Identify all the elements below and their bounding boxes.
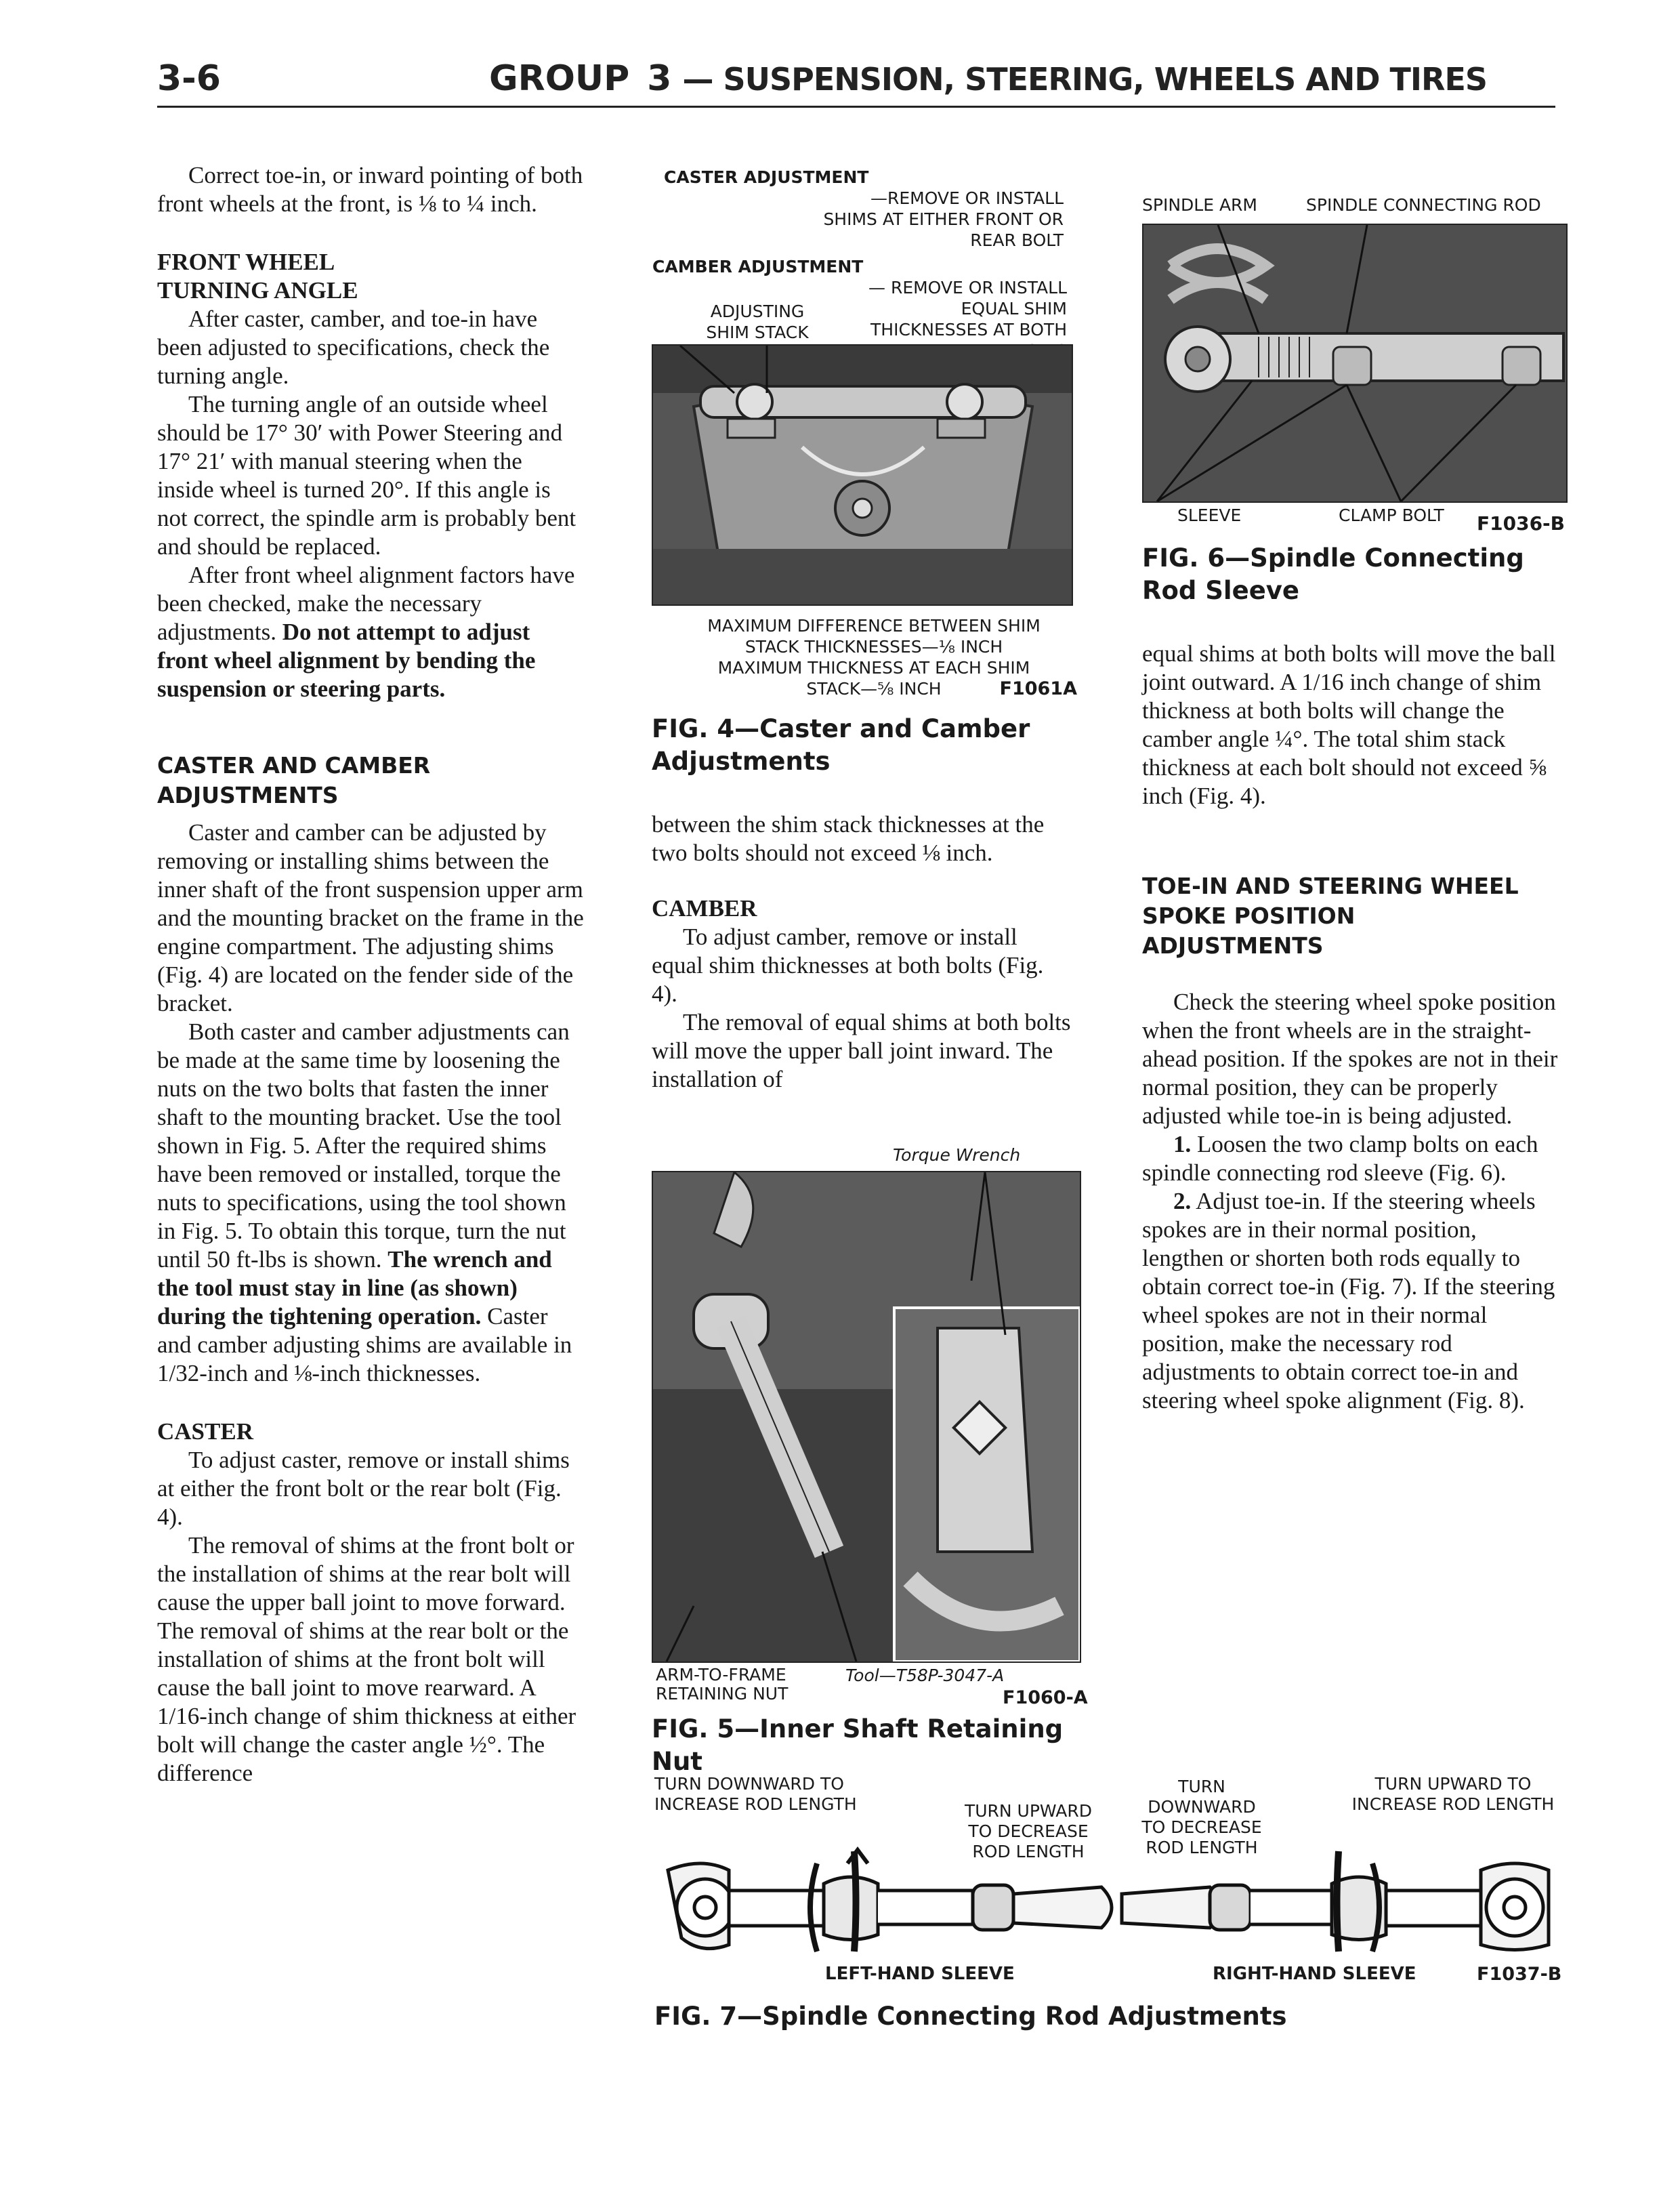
- caster-paragraph-1: To adjust caster, remove or install shims at either the front bolt or the rear bolt (Fig. 4).: [157, 1447, 570, 1530]
- fig7-right-upward-label: TURN UPWARD TO INCREASE ROD LENGTH: [1351, 1774, 1555, 1814]
- header-title: — SUSPENSION, STEERING, WHEELS AND TIRES: [682, 61, 1488, 98]
- fig4-caster-text: —REMOVE OR INSTALL SHIMS AT EITHER FRONT OR REAR BOLT: [823, 188, 1064, 250]
- fig6-spindle-rod-label: SPINDLE CONNECTING ROD: [1306, 195, 1541, 215]
- turning-angle-paragraph-2: The turning angle of an outside wheel should be 17° 30′ with Power Steering and 17° 21′ with manual steering when the inside wheel is turned 20°. If this angle is not correct, the spindle arm is probably bent and should be replaced.: [157, 391, 576, 560]
- fig6-sleeve-label: SLEEVE: [1177, 505, 1242, 525]
- camber-paragraph-2: The removal of equal shims at both bolts will move the upper ball joint inward. The installation of: [652, 1009, 1071, 1092]
- front-wheel-heading-line-1: FRONT WHEEL: [157, 249, 335, 275]
- fig6-photo: [1142, 224, 1568, 503]
- fig4-camber-label: CAMBER ADJUSTMENT: [652, 257, 864, 276]
- page-header: [489, 58, 1487, 99]
- fig7-code: F1037-B: [1477, 1964, 1562, 1985]
- fig5-photo: [652, 1171, 1081, 1663]
- fig5-torque-label: Torque Wrench: [893, 1145, 1021, 1165]
- fig4-illustration: [653, 346, 1072, 604]
- step-2-text: Adjust toe-in. If the steering wheels spokes are in their normal position, lengthen or shorten both rods equally to obtain correct toe-in (Fig. 7). If the steering wheel spokes are not in their normal position, make the necessary rod adjustments to obtain correct toe-in and steering wheel spoke alignment (Fig. 8).: [1142, 1188, 1555, 1413]
- fig4-code: F1061A: [999, 678, 1077, 699]
- camber-paragraph-1: To adjust camber, remove or install equal shim thicknesses at both bolts (Fig. 4).: [652, 924, 1044, 1007]
- fig7-right-sleeve-label: RIGHT-HAND SLEEVE: [1213, 1964, 1416, 1984]
- warning-text: Do not attempt to adjust front wheel alignment by bending the suspension or steering parts.: [157, 619, 536, 702]
- fig7-left-downward-label: TURN DOWNWARD TO INCREASE ROD LENGTH: [654, 1774, 857, 1814]
- fig4-bottom-notes: [671, 615, 1077, 699]
- header-rule: [157, 106, 1555, 108]
- fig7-caption: FIG. 7—Spindle Connecting Rod Adjustments: [654, 2002, 1287, 2031]
- fig4-camber-text: — REMOVE OR INSTALL EQUAL SHIM THICKNESSES AT BOTH: [868, 278, 1067, 339]
- step-1-text: Loosen the two clamp bolts on each spindle connecting rod sleeve (Fig. 6).: [1142, 1131, 1538, 1186]
- fig7-drawing: [654, 1843, 1565, 1958]
- fig7-right-downward-label: TURN DOWNWARD TO DECREASE ROD LENGTH: [1141, 1777, 1262, 1857]
- caster-camber-heading-line-1: CASTER AND CAMBER: [157, 752, 431, 779]
- step-1-number: 1.: [1173, 1131, 1192, 1157]
- fig5-caption: FIG. 5—Inner Shaft Retaining Nut: [652, 1714, 1064, 1776]
- caster-camber-heading-line-2: ADJUSTMENTS: [157, 782, 339, 808]
- fig5-code: F1060-A: [1003, 1687, 1088, 1708]
- column-1: [157, 161, 584, 1788]
- fig4-caster-label: CASTER ADJUSTMENT: [664, 167, 869, 187]
- paragraph-text: Caster and camber adjusting shims are available in 1/32-inch and ⅛-inch thicknesses.: [157, 1303, 572, 1386]
- turning-angle-paragraph-1: After caster, camber, and toe-in have been adjusted to specifications, check the turning angle.: [157, 306, 550, 389]
- toein-heading-line-1: TOE-IN AND STEERING WHEEL: [1142, 873, 1519, 899]
- toein-heading-line-2: SPOKE POSITION: [1142, 903, 1356, 929]
- fig4-caster-callout: [664, 167, 1064, 251]
- fig4-caption: FIG. 4—Caster and Camber Adjustments: [652, 714, 1030, 776]
- fig6-caption: FIG. 6—Spindle Connecting Rod Sleeve: [1142, 543, 1524, 605]
- fig5-tool-label: Tool—T58P-3047-A: [845, 1666, 1005, 1685]
- spoke-position-paragraph: Check the steering wheel spoke position when the front wheels are in the straight-ahead position. If the spokes are not in their normal position, they can be properly adjusted while toe-in is being adjusted.: [1142, 989, 1558, 1129]
- fig6-spindle-arm-label: SPINDLE ARM: [1142, 195, 1257, 215]
- caster-camber-paragraph-2: [157, 1018, 584, 1388]
- caster-paragraph-2: The removal of shims at the front bolt or the installation of shims at the rear bolt will cause the upper ball joint to move forward. The removal of shims at the rear bolt or the installation of shims at the front bolt will cause the ball joint to move rearward. A 1/16-inch change of shim thickness at either bolt will change the caster angle ½°. The difference: [157, 1532, 576, 1786]
- fig7-illustration: [654, 1843, 1565, 1958]
- paragraph-text: After front wheel alignment factors have been checked, make the necessary adjustments.: [157, 562, 575, 645]
- fig4-note-line-2: STACK THICKNESSES—⅛ INCH: [744, 637, 1003, 657]
- header-group: GROUP: [489, 58, 630, 99]
- fig6-illustration: [1143, 225, 1566, 501]
- step-2: [1142, 1187, 1559, 1415]
- step-1: [1142, 1130, 1559, 1187]
- shim-difference-paragraph: between the shim stack thicknesses at the two bolts should not exceed ⅛ inch.: [652, 811, 1045, 866]
- fig7-left-upward-label: TURN UPWARD TO DECREASE ROD LENGTH: [964, 1801, 1093, 1861]
- fig4-note-line-1: MAXIMUM DIFFERENCE BETWEEN SHIM: [707, 616, 1041, 636]
- caster-heading: CASTER: [157, 1418, 253, 1445]
- caster-camber-paragraph-1: Caster and camber can be adjusted by removing or installing shims between the inner shaft of the front suspension upper arm and the mounting bracket on the frame in the engine compartment. The adjusting shims (Fig. 4) are located on the fender side of the bracket.: [157, 819, 584, 1016]
- header-group-number: 3: [647, 58, 672, 99]
- fig5-illustration: [653, 1172, 1080, 1661]
- intro-paragraph: Correct toe-in, or inward pointing of both front wheels at the front, is ⅛ to ¼ inch.: [157, 162, 583, 217]
- step-2-number: 2.: [1173, 1188, 1192, 1214]
- camber-heading: CAMBER: [652, 895, 757, 922]
- fig4-note-line-4: [671, 678, 1077, 699]
- warning-text: The wrench and the tool must stay in line (as shown) during the tightening operation.: [157, 1246, 552, 1329]
- fig7-left-sleeve-label: LEFT-HAND SLEEVE: [825, 1964, 1015, 1984]
- paragraph-text: Both caster and camber adjustments can be made at the same time by loosening the nuts on the two bolts that fasten the inner shaft to the mounting bracket. Use the tool shown in Fig. 5. After the required shims have been removed or installed, torque the nuts to specifications, using the tool shown in Fig. 5. To obtain this torque, turn the nut until 50 ft-lbs is shown.: [157, 1018, 570, 1273]
- front-wheel-heading-line-2: TURNING ANGLE: [157, 277, 358, 304]
- page-number: 3-6: [157, 58, 221, 99]
- fig4-note-line-3: MAXIMUM THICKNESS AT EACH SHIM: [717, 658, 1030, 678]
- fig4-note-text: STACK—⅝ INCH: [806, 679, 942, 699]
- fig6-clamp-bolt-label: CLAMP BOLT: [1339, 505, 1444, 525]
- toein-heading-line-3: ADJUSTMENTS: [1142, 932, 1324, 959]
- fig4-photo: [652, 344, 1073, 606]
- fig6-code: F1036-B: [1477, 512, 1566, 535]
- turning-angle-paragraph-3: [157, 561, 584, 703]
- fig4-adjusting-label: ADJUSTING SHIM STACK: [706, 302, 809, 342]
- fig5-arm-label: ARM-TO-FRAME RETAINING NUT: [656, 1665, 789, 1704]
- column-3: [1142, 640, 1559, 1415]
- column-2: [652, 810, 1072, 1094]
- camber-continued-paragraph: equal shims at both bolts will move the ball joint outward. A 1/16 inch change of shim thickness at both bolts will change the camber angle ¼°. The total shim stack thickness at each bolt should not exceed ⅝ inch (Fig. 4).: [1142, 640, 1556, 809]
